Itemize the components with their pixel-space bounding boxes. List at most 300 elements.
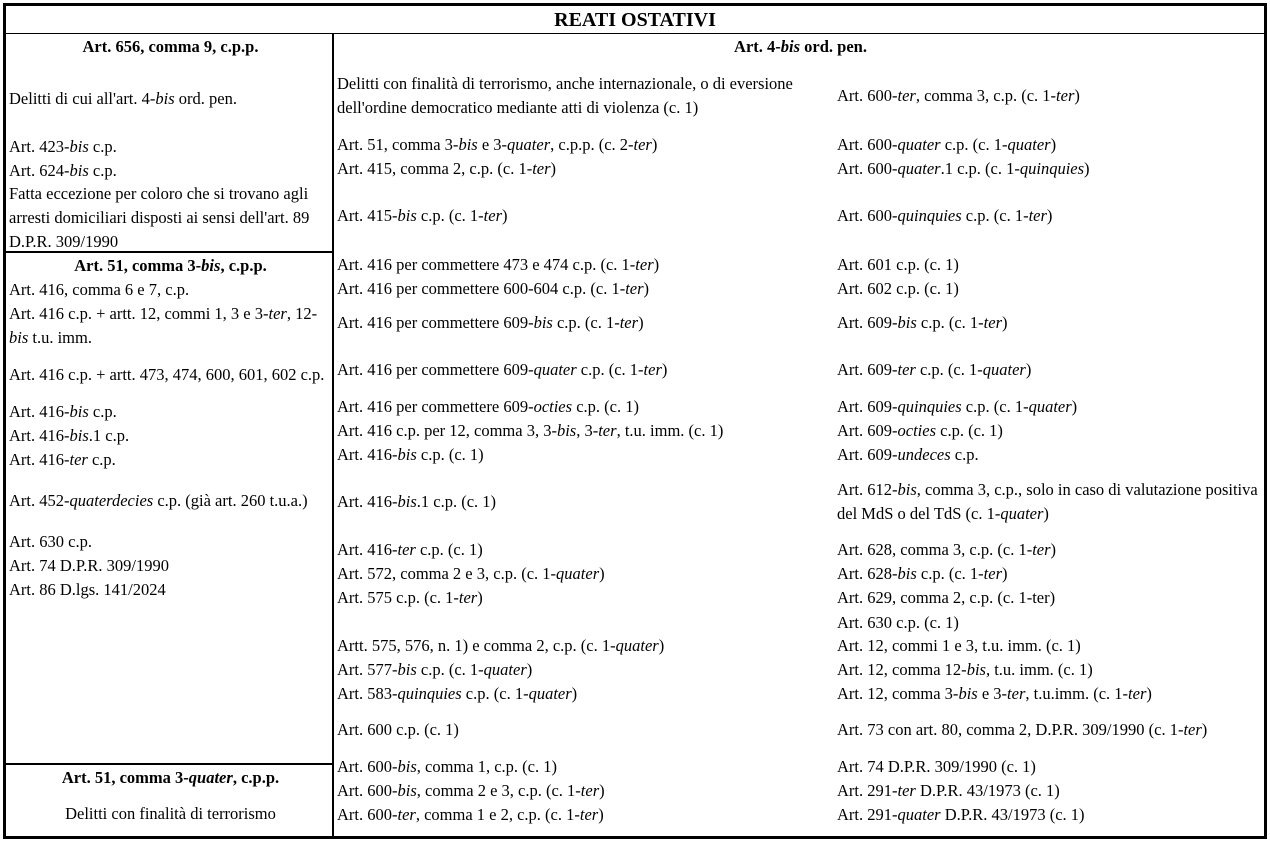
- italic-fragment: ter: [579, 805, 599, 824]
- text-fragment: Art. 609-: [837, 421, 898, 440]
- italic-fragment: quater: [1007, 135, 1051, 154]
- right-column-a: [334, 34, 834, 836]
- text-fragment: Art. 575 c.p. (c. 1-: [337, 588, 459, 607]
- text-fragment: c.p.: [88, 402, 117, 421]
- italic-fragment: quater: [897, 135, 941, 154]
- list-item-text: [337, 133, 657, 157]
- italic-fragment: ter: [1056, 86, 1075, 105]
- list-item-text: [837, 718, 1207, 742]
- italic-fragment: quater: [897, 805, 941, 824]
- list-item: [834, 562, 1264, 586]
- italic-fragment: quinquies: [897, 397, 962, 416]
- list-item: [834, 754, 1264, 780]
- list-item: [6, 135, 332, 159]
- list-item: [334, 778, 834, 804]
- text-fragment: c.p. (già art. 260 t.u.a.): [153, 491, 308, 510]
- text-fragment: Art. 416 per commettere 600-604 c.p. (c. 1-: [337, 279, 626, 298]
- italic-fragment: octies: [897, 421, 936, 440]
- text-fragment: Art. 291-: [837, 781, 898, 800]
- text-fragment: Art. 51, comma 3-: [61, 768, 189, 787]
- italic-fragment: ter: [897, 360, 916, 379]
- text-fragment: ): [550, 159, 557, 178]
- text-fragment: ): [661, 360, 668, 379]
- text-fragment: Art. 600-: [837, 159, 898, 178]
- italic-fragment: octies: [533, 397, 573, 416]
- text-fragment: Art. 416, comma 6 e 7, c.p.: [9, 280, 190, 299]
- text-fragment: c.p. (c. 1-: [576, 360, 644, 379]
- list-item: [334, 394, 834, 420]
- italic-fragment: bis: [9, 328, 29, 347]
- italic-fragment: bis: [780, 37, 801, 56]
- italic-fragment: quater: [556, 564, 600, 583]
- text-fragment: Art. 291-: [837, 805, 898, 824]
- list-item-text: [337, 277, 649, 301]
- text-fragment: Art. 600-: [337, 805, 398, 824]
- italic-fragment: quater: [897, 159, 941, 178]
- text-fragment: e 3-: [977, 684, 1008, 703]
- italic-fragment: ter: [580, 781, 600, 800]
- italic-fragment: quinquies: [1019, 159, 1085, 178]
- italic-fragment: ter: [983, 564, 1002, 583]
- italic-fragment: bis: [155, 89, 175, 108]
- list-item: [334, 156, 834, 182]
- text-fragment: Art. 416 per commettere 609-: [337, 397, 534, 416]
- text-fragment: Art. 74 D.P.R. 309/1990: [9, 556, 169, 575]
- italic-fragment: quater: [188, 768, 233, 787]
- text-fragment: c.p.: [950, 445, 979, 464]
- text-fragment: c.p. (c. 1): [416, 445, 484, 464]
- list-item-text: [837, 682, 1152, 706]
- text-fragment: , comma 3, c.p., solo in caso di valutazione positiva del MdS o del TdS (c. 1-: [837, 480, 1258, 523]
- list-item: [334, 132, 834, 158]
- list-item: [834, 682, 1264, 706]
- list-item-text: [9, 578, 166, 602]
- text-fragment: c.p. (c. 1-: [961, 206, 1029, 225]
- text-fragment: , comma 1 e 2, c.p. (c. 1-: [415, 805, 580, 824]
- text-fragment: Art. 73 con art. 80, comma 2, D.P.R. 309/1990 (c. 1-: [837, 720, 1184, 739]
- text-fragment: Fatta eccezione per coloro che si trovano agli arresti domiciliari disposti ai sensi dell'art. 89 D.P.R. 309/1990: [9, 184, 310, 251]
- list-item: [6, 350, 332, 400]
- text-fragment: c.p. (c. 1-: [961, 397, 1029, 416]
- text-fragment: Art. 51, comma 3-: [74, 256, 202, 275]
- list-item: [334, 418, 834, 444]
- italic-fragment: quater: [1000, 504, 1044, 523]
- list-item: [334, 180, 834, 252]
- list-item: [834, 586, 1264, 610]
- text-fragment: Art. 601 c.p. (c. 1): [837, 255, 959, 274]
- text-fragment: ): [599, 564, 605, 583]
- text-fragment: Art. 4-: [734, 37, 781, 56]
- text-fragment: Art. 415-: [337, 206, 398, 225]
- italic-fragment: bis: [897, 564, 917, 583]
- list-item-text: [337, 253, 659, 277]
- text-fragment: ): [658, 636, 665, 655]
- italic-fragment: ter: [1183, 720, 1202, 739]
- list-item: [834, 442, 1264, 468]
- text-fragment: , comma 2 e 3, c.p. (c. 1-: [416, 781, 581, 800]
- list-item: [334, 802, 834, 828]
- italic-fragment: quinquies: [897, 206, 962, 225]
- list-item: [334, 276, 834, 302]
- text-fragment: Art. 609-: [837, 360, 898, 379]
- list-item: [834, 180, 1264, 252]
- italic-fragment: quater: [1028, 397, 1072, 416]
- list-item: [334, 346, 834, 394]
- italic-fragment: bis: [69, 426, 89, 445]
- table-title: REATI OSTATIVI: [554, 8, 716, 31]
- section-header-text: [83, 35, 259, 59]
- list-item-text: [337, 562, 605, 586]
- italic-fragment: ter: [69, 450, 88, 469]
- text-fragment: c.p. (c. 1-: [416, 206, 484, 225]
- list-item-text: [837, 478, 1264, 526]
- text-fragment: ): [1002, 313, 1008, 332]
- text-fragment: Art. 602 c.p. (c. 1): [837, 279, 959, 298]
- italic-fragment: bis: [397, 660, 417, 679]
- list-item-text: [9, 489, 308, 513]
- text-fragment: c.p.: [87, 450, 116, 469]
- text-fragment: c.p. (c. 1): [572, 397, 639, 416]
- list-item-text: [9, 135, 117, 159]
- text-fragment: c.p. (c. 1): [936, 421, 1003, 440]
- list-item-text: [837, 562, 1008, 586]
- list-item: [6, 278, 332, 302]
- list-item: [834, 778, 1264, 804]
- text-fragment: Art. 452-: [9, 491, 70, 510]
- list-item-text: [9, 363, 324, 387]
- text-fragment: Art. 416-: [337, 540, 398, 559]
- italic-fragment: ter: [397, 805, 416, 824]
- text-fragment: c.p. (c. 1-: [916, 313, 984, 332]
- list-item: [834, 418, 1264, 444]
- text-fragment: ): [477, 588, 483, 607]
- text-fragment: ): [1071, 397, 1078, 416]
- list-item-text: [837, 611, 959, 635]
- italic-fragment: bis: [397, 206, 417, 225]
- text-fragment: Delitti con finalità di terrorismo, anche internazionale, o di eversione dell'ordine democratico mediante atti di violenza (c. 1): [337, 74, 793, 117]
- text-fragment: ): [643, 279, 650, 298]
- section-text: [6, 791, 332, 836]
- text-fragment: Art. 600-: [337, 781, 398, 800]
- text-fragment: Art. 583-: [337, 684, 398, 703]
- italic-fragment: bis: [69, 137, 89, 156]
- text-fragment: ): [526, 660, 533, 679]
- list-item: [834, 634, 1264, 658]
- text-fragment: Art. 628-: [837, 564, 898, 583]
- italic-fragment: bis: [69, 402, 89, 421]
- list-item-text: [337, 204, 508, 228]
- text-fragment: Art. 600-: [337, 757, 398, 776]
- list-item-text: [837, 443, 979, 467]
- list-item-text: [337, 157, 556, 181]
- list-item: [834, 610, 1264, 636]
- text-fragment: Art. 74 D.P.R. 309/1990 (c. 1): [837, 757, 1036, 776]
- list-item-text: [837, 419, 1003, 443]
- list-item: [834, 156, 1264, 182]
- text-fragment: , c.p.p.: [232, 768, 280, 787]
- text-fragment: , 12-: [286, 304, 318, 323]
- list-item-text: [837, 204, 1052, 228]
- text-fragment: Art. 572, comma 2 e 3, c.p. (c. 1-: [337, 564, 557, 583]
- list-item: [334, 252, 834, 278]
- list-item: [834, 60, 1264, 132]
- list-item-text: [837, 133, 1056, 157]
- italic-fragment: ter: [532, 159, 551, 178]
- italic-fragment: ter: [268, 304, 287, 323]
- list-item-text: [837, 538, 1056, 562]
- section-intro-text: [9, 87, 237, 111]
- text-fragment: Art. 416 per commettere 609-: [337, 360, 534, 379]
- text-fragment: Art. 600-: [837, 86, 898, 105]
- section-header: [6, 34, 332, 60]
- text-fragment: Art. 423-: [9, 137, 70, 156]
- text-fragment: c.p. (c. 1-: [416, 660, 484, 679]
- list-item: [334, 60, 834, 132]
- section-art-656: [6, 34, 332, 253]
- list-item-text: [9, 159, 117, 183]
- section-text-text: [65, 802, 276, 826]
- italic-fragment: bis: [69, 161, 89, 180]
- list-item: [6, 424, 332, 448]
- list-item-text: [837, 586, 1055, 610]
- list-item-text: [837, 253, 959, 277]
- italic-fragment: ter: [983, 313, 1002, 332]
- text-fragment: Art. 609-: [837, 397, 898, 416]
- section-art-51-quater: [6, 765, 332, 836]
- text-fragment: ): [1050, 135, 1057, 154]
- text-fragment: Art. 629, comma 2, c.p. (c. 1-ter): [837, 588, 1056, 607]
- list-item: [334, 300, 834, 346]
- list-item-text: [9, 302, 332, 350]
- list-item: [834, 252, 1264, 278]
- text-fragment: Delitti di cui all'art. 4-: [9, 89, 156, 108]
- list-item-text: [837, 755, 1036, 779]
- text-fragment: Art. 628, comma 3, c.p. (c. 1-: [837, 540, 1033, 559]
- text-fragment: ): [571, 684, 578, 703]
- italic-fragment: quater: [982, 360, 1026, 379]
- text-fragment: ): [1074, 86, 1080, 105]
- italic-fragment: undeces: [897, 445, 951, 464]
- text-fragment: Delitti con finalità di terrorismo: [65, 803, 276, 823]
- text-fragment: Art. 630 c.p.: [9, 532, 92, 551]
- italic-fragment: bis: [201, 256, 221, 275]
- list-item-text: [837, 358, 1031, 382]
- italic-fragment: bis: [958, 684, 978, 703]
- text-fragment: Art. 416 c.p. + artt. 12, commi 1, 3 e 3-: [9, 304, 269, 323]
- list-item-text: [837, 803, 1085, 827]
- text-fragment: c.p.: [88, 137, 117, 156]
- text-fragment: c.p. (c. 1): [415, 540, 483, 559]
- section-header: [6, 765, 332, 791]
- list-item: [834, 300, 1264, 346]
- italic-fragment: ter: [1007, 684, 1026, 703]
- section-header: [334, 34, 1264, 60]
- list-item-text: [9, 530, 92, 554]
- list-item: [834, 802, 1264, 828]
- text-fragment: ): [638, 313, 644, 332]
- list-item-text: [837, 395, 1077, 419]
- italic-fragment: quinquies: [397, 684, 462, 703]
- list-item: [334, 706, 834, 754]
- section-header-text: [74, 254, 267, 278]
- text-fragment: Art. 600-: [837, 135, 898, 154]
- text-fragment: Art. 416-: [337, 492, 398, 511]
- italic-fragment: ter: [897, 781, 916, 800]
- list-item-text: [9, 448, 116, 472]
- list-item-text: [337, 755, 557, 779]
- list-item: [6, 448, 332, 472]
- italic-fragment: bis: [966, 660, 986, 679]
- text-fragment: ord. pen.: [174, 89, 237, 108]
- list-item: [6, 472, 332, 530]
- list-item: [334, 562, 834, 586]
- list-item-text: [337, 358, 667, 382]
- text-fragment: D.P.R. 43/1973 (c. 1): [940, 805, 1085, 824]
- text-fragment: Art. 416-: [9, 402, 70, 421]
- list-item-text: [337, 658, 532, 682]
- text-fragment: , comma 1, c.p. (c. 1): [416, 757, 557, 776]
- text-fragment: e 3-: [477, 135, 508, 154]
- text-fragment: c.p. (c. 1-: [940, 135, 1008, 154]
- italic-fragment: quaterdecies: [69, 491, 154, 510]
- text-fragment: Art. 577-: [337, 660, 398, 679]
- text-fragment: Artt. 575, 576, n. 1) e comma 2, c.p. (c. 1-: [337, 636, 616, 655]
- list-item: [334, 658, 834, 682]
- text-fragment: , c.p.p. (c. 2-: [550, 135, 634, 154]
- text-fragment: Art. 416 per commettere 473 e 474 c.p. (c. 1-: [337, 255, 636, 274]
- list-item: [834, 466, 1264, 538]
- text-fragment: Art. 609-: [837, 313, 898, 332]
- text-fragment: Art. 416-: [9, 426, 70, 445]
- text-fragment: , c.p.p.: [220, 256, 267, 275]
- text-fragment: Art. 86 D.lgs. 141/2024: [9, 580, 166, 599]
- text-fragment: ): [651, 135, 658, 154]
- italic-fragment: ter: [633, 135, 652, 154]
- italic-fragment: bis: [458, 135, 478, 154]
- text-fragment: c.p.: [88, 161, 117, 180]
- italic-fragment: ter: [598, 421, 617, 440]
- text-fragment: Art. 600 c.p. (c. 1): [337, 720, 459, 739]
- text-fragment: Art. 416 c.p. + artt. 473, 474, 600, 601, 602 c.p.: [9, 365, 325, 384]
- text-fragment: Art. 416-: [337, 445, 398, 464]
- list-item-text: [337, 586, 483, 610]
- list-item-text: [837, 157, 1090, 181]
- list-item-text: [837, 779, 1060, 803]
- italic-fragment: quater: [507, 135, 551, 154]
- list-item: [6, 530, 332, 554]
- list-item: [834, 276, 1264, 302]
- list-item-text: [337, 72, 834, 120]
- text-fragment: ): [1201, 720, 1208, 739]
- text-fragment: Art. 12, commi 1 e 3, t.u. imm. (c. 1): [837, 636, 1081, 655]
- text-fragment: Art. 630 c.p. (c. 1): [837, 613, 959, 632]
- text-fragment: .1 c.p.: [88, 426, 130, 445]
- text-fragment: , 3-: [576, 421, 599, 440]
- list-item-text: [337, 779, 605, 803]
- text-fragment: Art. 51, comma 3-: [337, 135, 459, 154]
- list-item: [334, 466, 834, 538]
- list-item: [834, 706, 1264, 754]
- text-fragment: Art. 12, comma 12-: [837, 660, 967, 679]
- text-fragment: , comma 3, c.p. (c. 1-: [915, 86, 1057, 105]
- italic-fragment: bis: [397, 445, 417, 464]
- text-fragment: .1 c.p. (c. 1-: [940, 159, 1020, 178]
- section-note-text: [9, 182, 332, 254]
- italic-fragment: bis: [897, 313, 917, 332]
- list-item: [6, 400, 332, 424]
- list-item: [834, 132, 1264, 158]
- list-item: [6, 159, 332, 183]
- text-fragment: ): [1146, 684, 1152, 703]
- list-item-text: [337, 682, 577, 706]
- italic-fragment: ter: [458, 588, 478, 607]
- list-item: [834, 538, 1264, 562]
- text-fragment: ): [1050, 540, 1057, 559]
- list-item-text: [337, 538, 483, 562]
- text-fragment: Art. 415, comma 2, c.p. (c. 1-: [337, 159, 533, 178]
- text-fragment: D.P.R. 43/1973 (c. 1): [915, 781, 1060, 800]
- list-item-text: [9, 424, 129, 448]
- text-fragment: Art. 416 c.p. per 12, comma 3, 3-: [337, 421, 557, 440]
- list-item: [834, 394, 1264, 420]
- italic-fragment: ter: [619, 313, 639, 332]
- text-fragment: ): [1084, 159, 1090, 178]
- text-fragment: Art. 12, comma 3-: [837, 684, 959, 703]
- section-art-51-bis: [6, 253, 332, 765]
- text-fragment: c.p. (c. 1-: [916, 564, 984, 583]
- list-item-text: [337, 634, 664, 658]
- text-fragment: c.p. (c. 1-: [461, 684, 529, 703]
- text-fragment: ): [599, 781, 605, 800]
- list-item: [334, 442, 834, 468]
- italic-fragment: ter: [1128, 684, 1147, 703]
- list-item-text: [337, 718, 459, 742]
- list-item: [334, 754, 834, 780]
- italic-fragment: quater: [528, 684, 572, 703]
- text-fragment: ): [502, 206, 508, 225]
- section-header: [6, 253, 332, 279]
- text-fragment: ): [653, 255, 660, 274]
- italic-fragment: ter: [1032, 540, 1051, 559]
- right-column-b: [834, 34, 1264, 836]
- list-item-text: [9, 554, 169, 578]
- text-fragment: Art. 624-: [9, 161, 70, 180]
- reati-ostativi-table: [3, 3, 1267, 839]
- text-fragment: , t.u. imm. (c. 1): [985, 660, 1093, 679]
- text-fragment: ): [1025, 360, 1032, 379]
- list-item-text: [837, 84, 1080, 108]
- list-item-text: [337, 803, 604, 827]
- list-item: [334, 538, 834, 562]
- italic-fragment: quater: [533, 360, 577, 379]
- right-column: [334, 34, 1267, 839]
- italic-fragment: quater: [615, 636, 659, 655]
- italic-fragment: quater: [483, 660, 527, 679]
- italic-fragment: ter: [1028, 206, 1047, 225]
- text-fragment: ): [1043, 504, 1049, 523]
- text-fragment: Art. 612-: [837, 480, 898, 499]
- list-item-text: [837, 311, 1008, 335]
- list-item-text: [337, 311, 644, 335]
- list-item-text: [837, 634, 1081, 658]
- italic-fragment: bis: [533, 313, 553, 332]
- list-item: [834, 346, 1264, 394]
- list-item-text: [337, 395, 639, 419]
- list-item-text: [837, 277, 959, 301]
- list-item: [6, 578, 332, 602]
- list-item: [334, 586, 834, 610]
- text-fragment: ord. pen.: [800, 37, 867, 56]
